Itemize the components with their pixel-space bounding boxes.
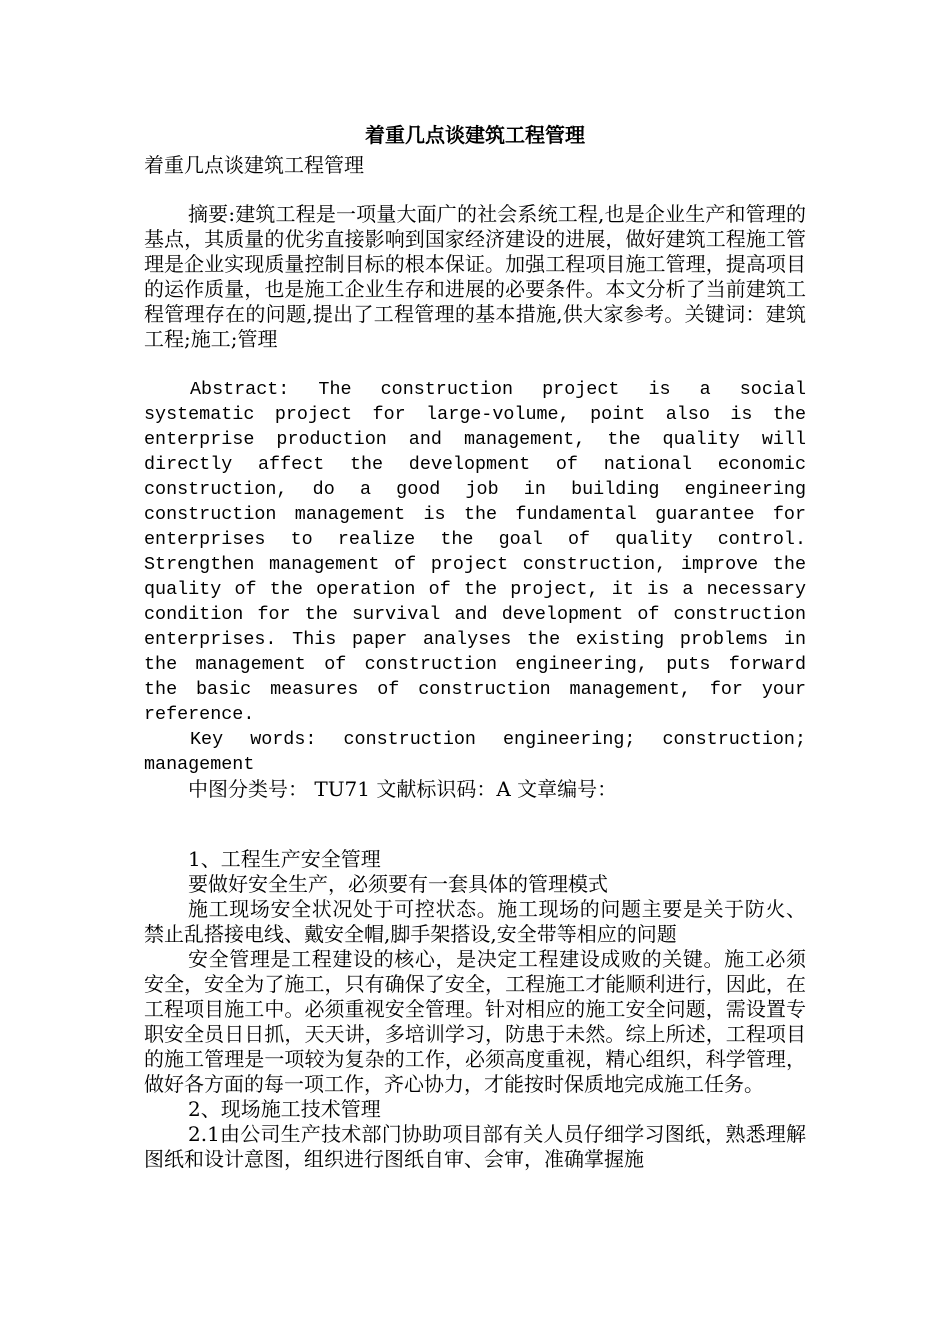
document-subtitle: 着重几点谈建筑工程管理 [144, 153, 364, 177]
document-title: 着重几点谈建筑工程管理 [365, 123, 585, 147]
spacer [144, 352, 806, 377]
spacer [144, 802, 806, 847]
classification-line: 中图分类号： TU71 文献标识码：A 文章编号： [188, 777, 618, 801]
section-1-paragraph-3: 安全管理是工程建设的核心，是决定工程建设成败的关键。施工必须安全，安全为了施工，只有确保了安全，工程施工才能顺利进行，因此，在工程项目施工中。必须重视安全管理。针对相应的施工安全问题，需设置专职安全员日日抓，天天讲，多培训学习，防患于未然。综上所述，工程项目的施工管理是一项较为复杂的工作，必须高度重视，精心组织，科学管理，做好各方面的每一项工作，齐心协力，才能按时保质地完成施工任务。 [144, 947, 806, 1096]
section-2-heading: 2、现场施工技术管理 [188, 1097, 381, 1121]
keywords-english: Key words: construction engineering; construction; management [144, 729, 806, 775]
section-1-paragraph-1: 要做好安全生产，必须要有一套具体的管理模式 [188, 872, 608, 896]
abstract-chinese: 摘要:建筑工程是一项量大面广的社会系统工程,也是企业生产和管理的基点，其质量的优劣直接影响到国家经济建设的进展，做好建筑工程施工管理是企业实现质量控制目标的根本保证。加强工程项目施工管理，提高项目的运作质量，也是施工企业生存和进展的必要条件。本文分析了当前建筑工程管理存在的问题,提出了工程管理的基本措施,供大家参考。关键词：建筑工程;施工;管理 [144, 202, 806, 351]
document-page [144, 118, 806, 1172]
section-2-paragraph-1: 2.1由公司生产技术部门协助项目部有关人员仔细学习图纸，熟悉理解图纸和设计意图，组织进行图纸自审、会审，准确掌握施 [144, 1122, 806, 1171]
section-1-heading: 1、工程生产安全管理 [188, 847, 381, 871]
section-1-paragraph-2: 施工现场安全状况处于可控状态。施工现场的问题主要是关于防火、禁止乱搭接电线、戴安全帽,脚手架搭设,安全带等相应的问题 [144, 897, 806, 946]
abstract-english: Abstract: The construction project is a social systematic project for large-volume, point also is the enterprise production and management, the quality will directly affect the development of national economic construction, do a good job in building engineering construction management is the fundamental guarantee for enterprises to realize the goal of quality control. Strengthen management of project construction, improve the quality of the operation of the project, it is a necessary condition for the survival and development of construction enterprises. This paper analyses the existing problems in the management of construction engineering, puts forward the basic measures of construction management, for your reference. [144, 379, 806, 725]
